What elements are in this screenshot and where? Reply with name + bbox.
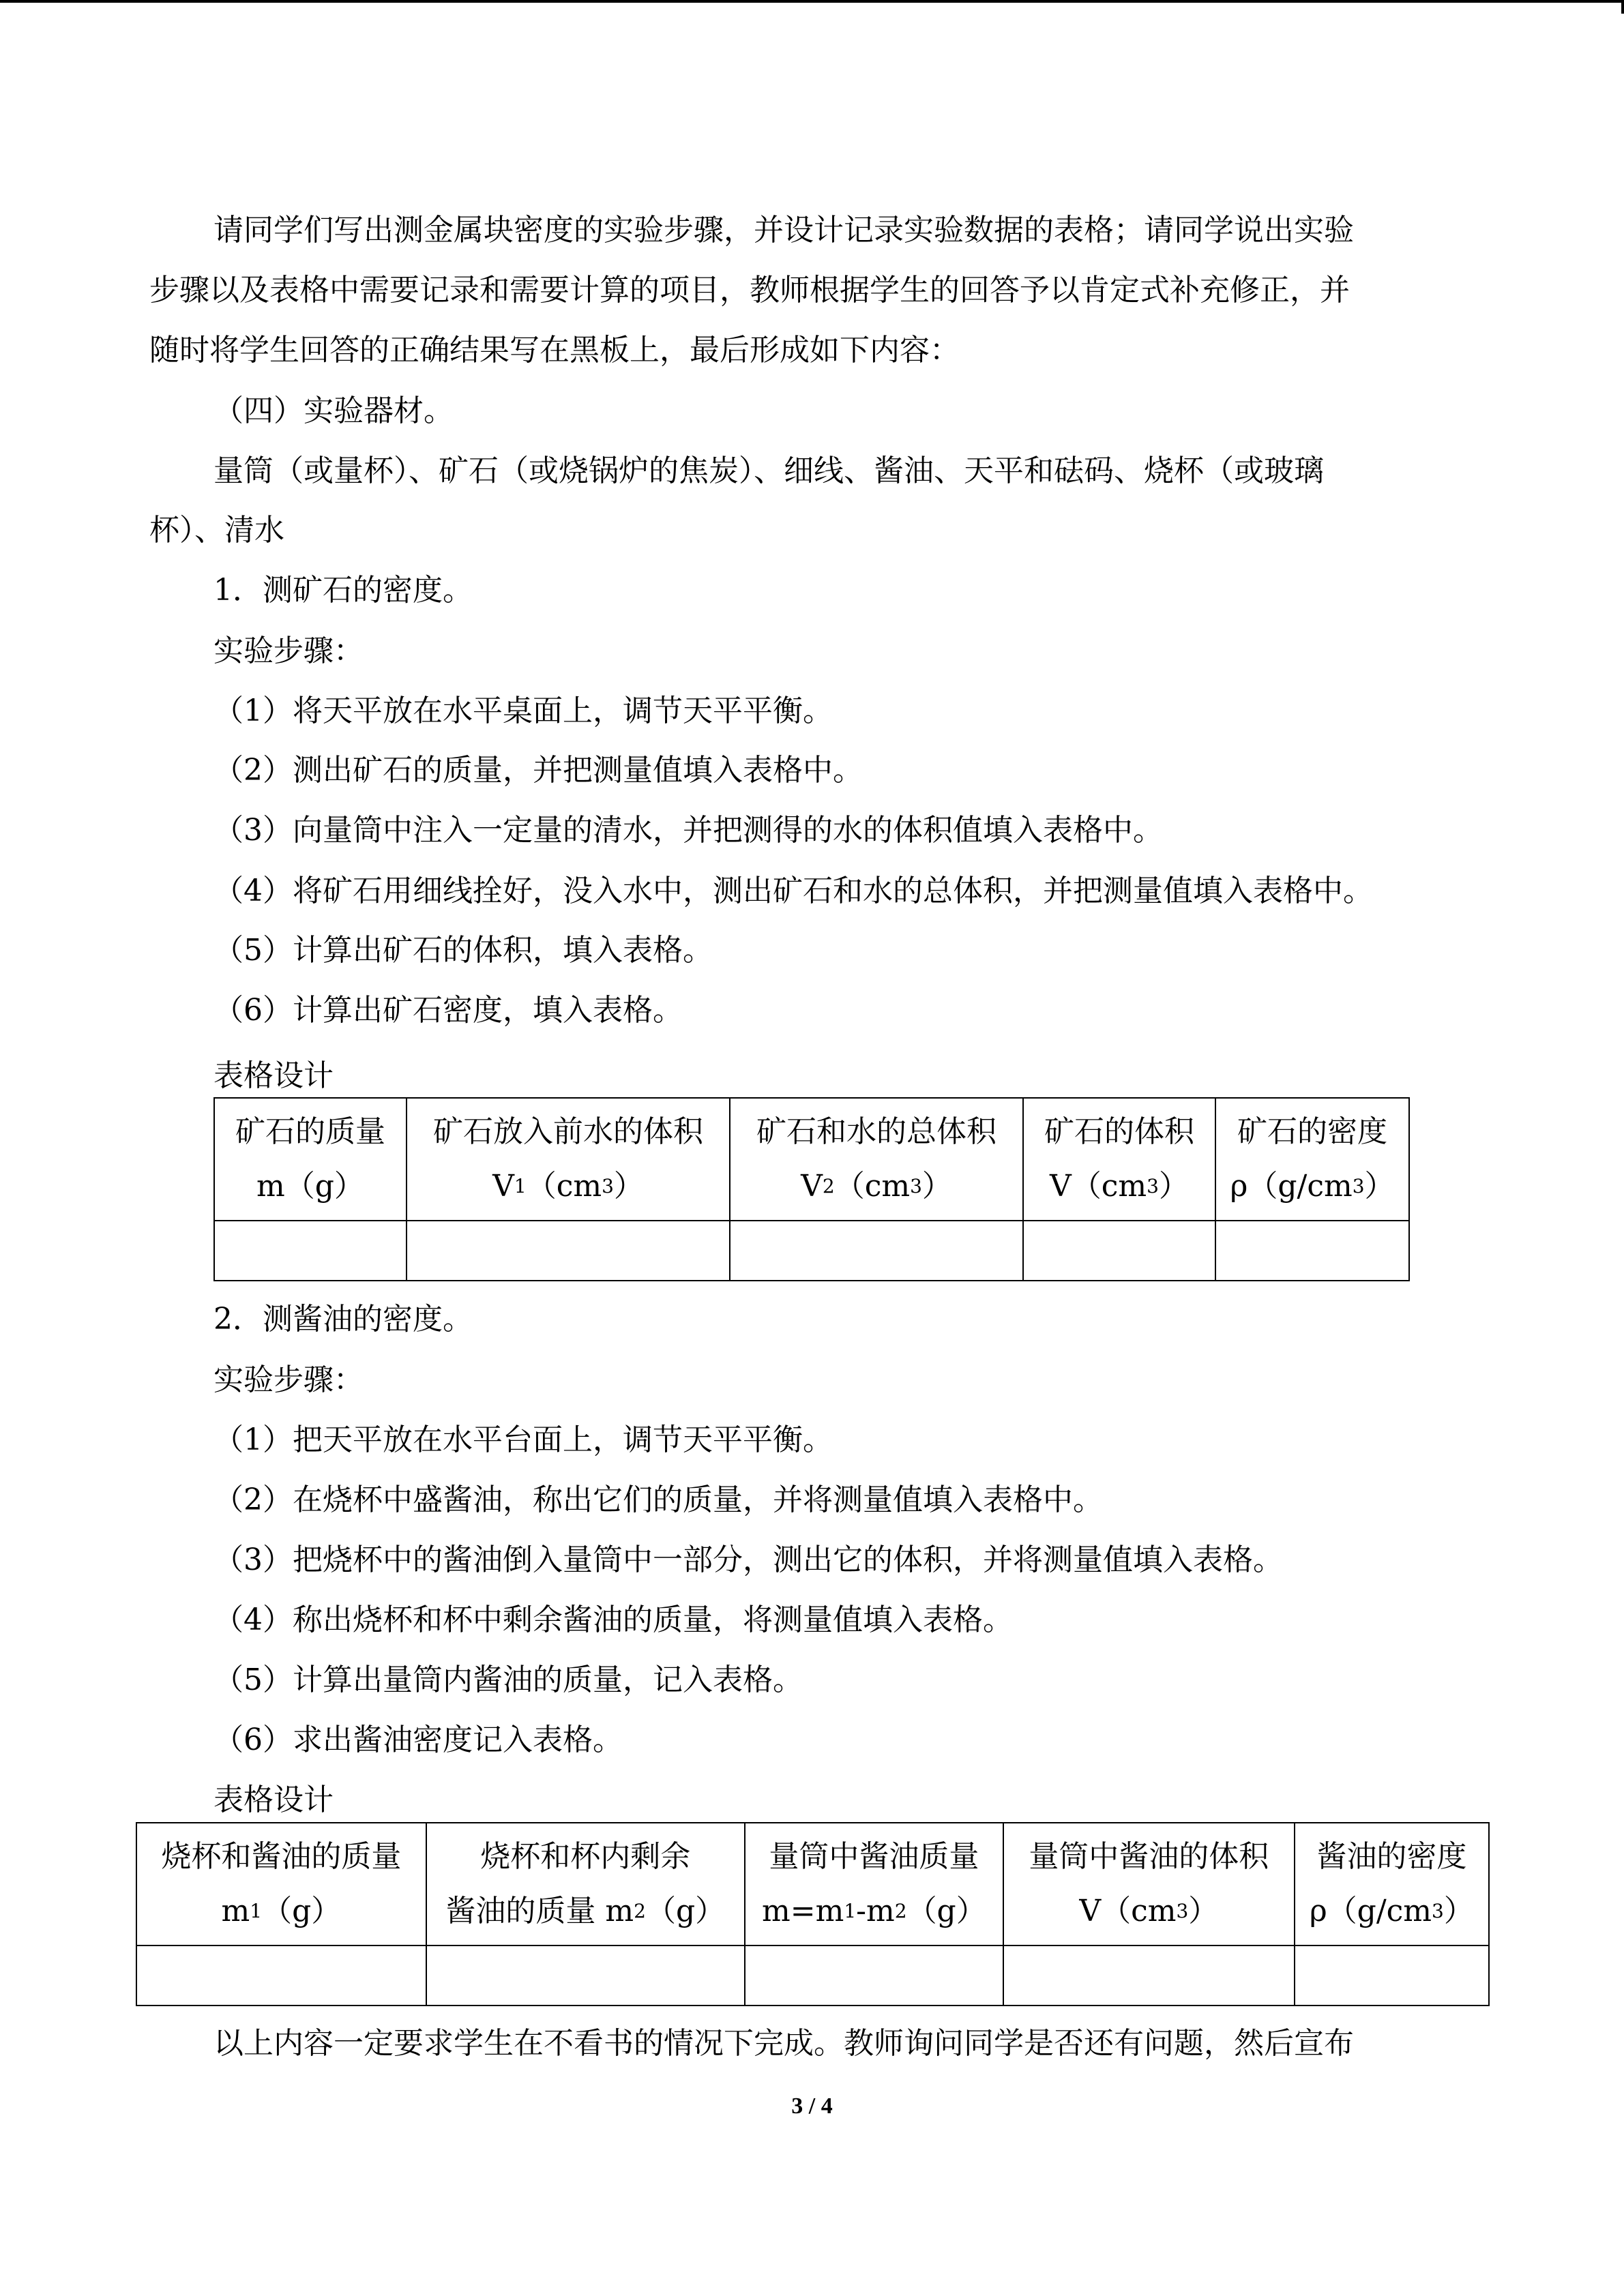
table-header-cell: 矿石的体积 V（cm 3 ） — [1023, 1098, 1215, 1221]
part2-step: （6）求出酱油密度记入表格。 — [213, 1723, 623, 1757]
part2-step: （5）计算出量筒内酱油的质量，记入表格。 — [213, 1663, 803, 1697]
intro-line-1: 请同学们写出测金属块密度的实验步骤，并设计记录实验数据的表格；请同学说出实验 — [213, 213, 1354, 248]
table-header-cell: 量筒中酱油的体积 V（cm 3 ） — [1003, 1823, 1295, 1945]
part1-step: （2）测出矿石的质量，并把测量值填入表格中。 — [213, 753, 863, 788]
table-cell — [730, 1221, 1023, 1281]
intro-line-3: 随时将学生回答的正确结果写在黑板上，最后形成如下内容： — [149, 333, 960, 368]
materials-line-2: 杯）、清水 — [149, 513, 284, 548]
closing-paragraph: 以上内容一定要求学生在不看书的情况下完成。教师询问同学是否还有问题，然后宣布 — [213, 2026, 1354, 2061]
intro-line-2: 步骤以及表格中需要记录和需要计算的项目，教师根据学生的回答予以肯定式补充修正，并 — [149, 273, 1350, 308]
part2-step: （3）把烧杯中的酱油倒入量筒中一部分，测出它的体积，并将测量值填入表格。 — [213, 1542, 1283, 1577]
part1-step: （3）向量筒中注入一定量的清水，并把测得的水的体积值填入表格中。 — [213, 813, 1163, 848]
table-cell — [745, 1945, 1003, 2006]
table-header-cell: 矿石的密度 ρ（g/cm 3 ） — [1215, 1098, 1409, 1221]
table-cell — [1295, 1945, 1489, 2006]
part2-title: 2．测酱油的密度。 — [213, 1302, 473, 1337]
part1-steps-label: 实验步骤： — [213, 633, 364, 668]
ore-density-table — [213, 1097, 1410, 1281]
part1-step: （4）将矿石用细线拴好，没入水中，测出矿石和水的总体积，并把测量值填入表格中。 — [213, 874, 1373, 908]
part1-step: （6）计算出矿石密度，填入表格。 — [213, 993, 683, 1028]
part2-steps-label: 实验步骤： — [213, 1362, 364, 1397]
part1-step: （5）计算出矿石的体积，填入表格。 — [213, 933, 713, 968]
part2-step: （4）称出烧杯和杯中剩余酱油的质量，将测量值填入表格。 — [213, 1602, 1013, 1637]
soy-sauce-density-table — [136, 1822, 1490, 2006]
table-cell — [1023, 1221, 1215, 1281]
table-row — [214, 1221, 1409, 1281]
page-corner-mark — [1621, 0, 1624, 14]
materials-line-1: 量筒（或量杯）、矿石（或烧锅炉的焦炭）、细线、酱油、天平和砝码、烧杯（或玻璃 — [213, 453, 1324, 488]
part1-title: 1．测矿石的密度。 — [213, 573, 473, 608]
table-header-row — [214, 1098, 1409, 1221]
table-header-row — [136, 1823, 1489, 1945]
table-cell — [1215, 1221, 1409, 1281]
table-header-cell: 矿石和水的总体积 V 2 （cm 3 ） — [730, 1098, 1023, 1221]
table-cell — [426, 1945, 745, 2006]
section-title-materials: （四）实验器材。 — [213, 393, 454, 428]
table-row — [136, 1945, 1489, 2006]
table-header-cell: 矿石放入前水的体积 V 1 （cm 3 ） — [407, 1098, 730, 1221]
table-cell — [407, 1221, 730, 1281]
table-header-cell: 烧杯和酱油的质量 m 1 （g） — [136, 1823, 426, 1945]
table-cell — [136, 1945, 426, 2006]
part1-step: （1）将天平放在水平桌面上，调节天平平衡。 — [213, 694, 833, 728]
table-cell — [1003, 1945, 1295, 2006]
part2-step: （1）把天平放在水平台面上，调节天平平衡。 — [213, 1422, 833, 1457]
part1-table-label: 表格设计 — [213, 1058, 334, 1093]
table-header-cell: 酱油的密度 ρ（g/cm 3 ） — [1295, 1823, 1489, 1945]
part2-step: （2）在烧杯中盛酱油，称出它们的质量，并将测量值填入表格中。 — [213, 1482, 1103, 1517]
table-header-cell: 量筒中酱油质量 m=m 1 -m 2 （g） — [745, 1823, 1003, 1945]
table-header-cell: 烧杯和杯内剩余 酱油的质量 m 2 （g） — [426, 1823, 745, 1945]
table-cell — [214, 1221, 407, 1281]
table-header-cell: 矿石的质量 m（g） — [214, 1098, 407, 1221]
part2-table-label: 表格设计 — [213, 1783, 334, 1817]
page-number: 3 / 4 — [791, 2093, 833, 2119]
page-top-border — [0, 0, 1624, 3]
